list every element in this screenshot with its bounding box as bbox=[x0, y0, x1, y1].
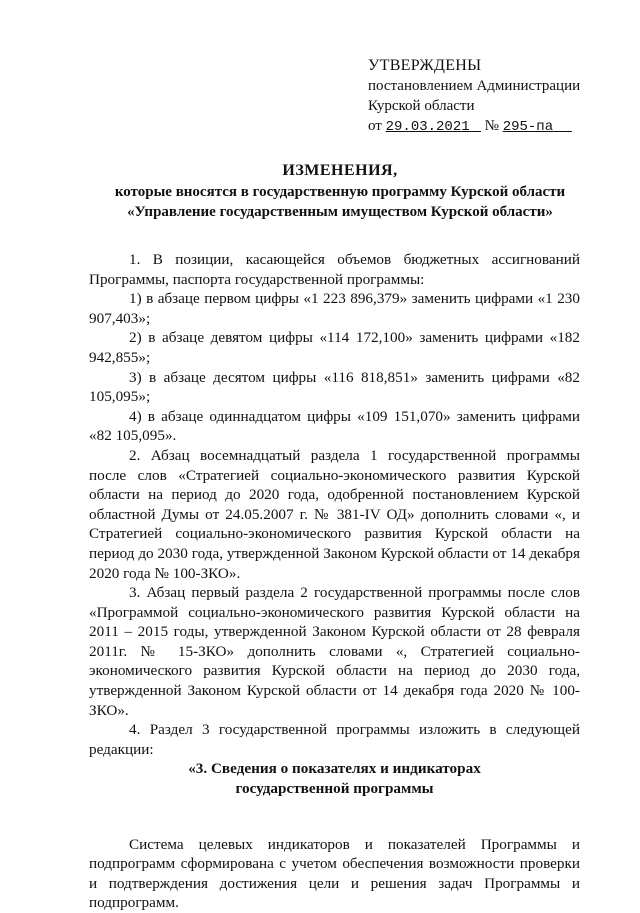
approval-date-prefix: от bbox=[368, 118, 382, 134]
document-body bbox=[89, 250, 580, 913]
section-title-line-2: государственной программы bbox=[235, 780, 434, 798]
approval-number: 295-па bbox=[502, 119, 554, 135]
approval-date: 29.03.2021 bbox=[385, 119, 470, 135]
paragraph-2: 2. Абзац восемнадцатый раздела 1 государственной программы после слов «Стратегией социально-экономического развития Курской области на период до 2020 года, одобренной постановлением Курской областной Думы от 24.05.2007 г. № 381-IV ОД» дополнить словами «, и Стратегией социально-экономического развития Курской области на период до 2030 года, утвержденной Законом Курской области от 14 декабря 2020 года № 100-ЗКО». bbox=[89, 446, 580, 582]
paragraph-1-item-3: 3) в абзаце десятом цифры «116 818,851» заменить цифрами «82 105,095»; bbox=[89, 368, 580, 406]
paragraph-5: Система целевых индикаторов и показателей Программы и подпрограмм сформирована с учетом обеспечения возможности проверки и подтверждения достижения цели и решения задач Программы и подпрограмм. bbox=[89, 835, 580, 912]
section-title-line-1: «3. Сведения о показателях и индикаторах bbox=[188, 760, 481, 778]
paragraph-1-item-2: 2) в абзаце девятом цифры «114 172,100» заменить цифрами «182 942,855»; bbox=[89, 329, 580, 366]
approval-stamp bbox=[368, 56, 580, 137]
approval-line-1: постановлением Администрации bbox=[368, 78, 581, 94]
approval-number-prefix: № bbox=[484, 118, 499, 134]
approval-title: УТВЕРЖДЕНЫ bbox=[368, 57, 482, 74]
paragraph-1: 1. В позиции, касающейся объемов бюджетных ассигнований Программы, паспорта государственной программы: bbox=[89, 251, 580, 288]
heading-subtitle-1: которые вносятся в государственную программу Курской области bbox=[114, 184, 566, 200]
approval-line-2: Курской области bbox=[368, 98, 475, 114]
heading-title: ИЗМЕНЕНИЯ, bbox=[282, 162, 398, 179]
heading-subtitle-2: «Управление государственным имуществом Курской области» bbox=[127, 204, 553, 220]
document-heading bbox=[60, 160, 620, 222]
paragraph-3: 3. Абзац первый раздела 2 государственной программы после слов «Программой социально-экономического развития Курской области на 2011 – 2015 годы, утвержденной Законом Курской области от 28 февраля 2011г. № 15-ЗКО» дополнить словами «, Стратегией социально-экономического развития Курской области на период до 2030 года, утвержденной Законом Курской области от 14 декабря года 2020 № 100-ЗКО». bbox=[89, 584, 580, 719]
paragraph-4: 4. Раздел 3 государственной программы изложить в следующей редакции: bbox=[89, 721, 580, 758]
approval-date-line bbox=[368, 116, 580, 137]
section-spacer bbox=[89, 799, 580, 835]
paragraph-1-item-4: 4) в абзаце одиннадцатом цифры «109 151,070» заменить цифрами «82 105,095». bbox=[89, 407, 580, 445]
paragraph-1-item-1: 1) в абзаце первом цифры «1 223 896,379» заменить цифрами «1 230 907,403»; bbox=[89, 290, 580, 327]
